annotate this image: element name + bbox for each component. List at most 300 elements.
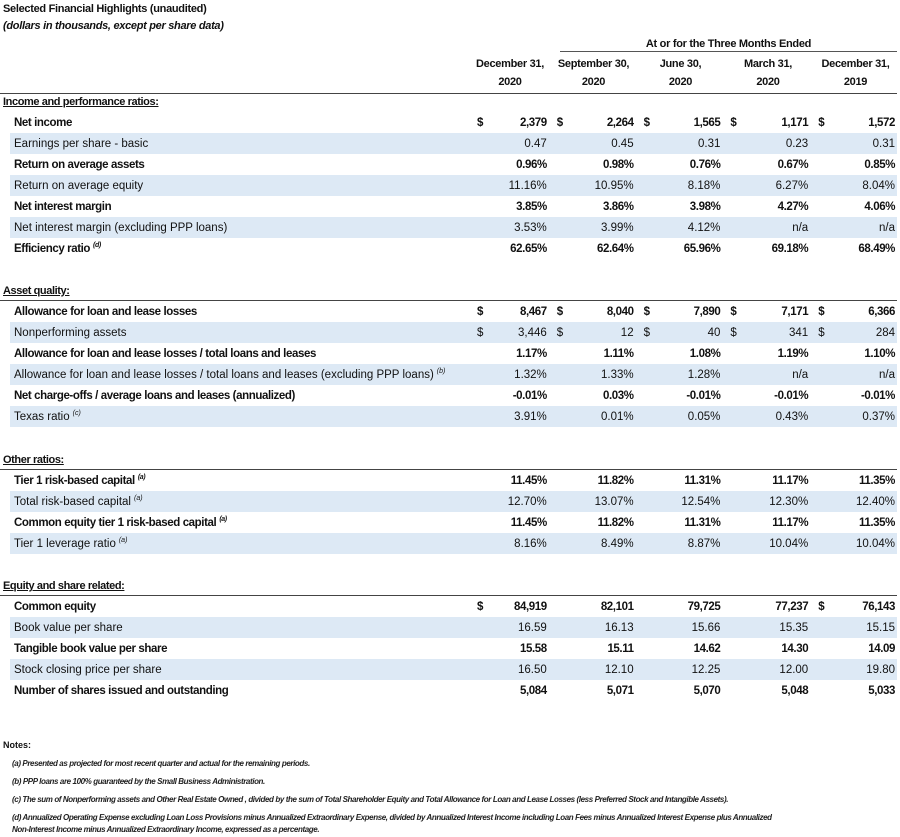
- cell-value: 11.31%: [684, 516, 721, 529]
- row-label: [10, 390, 469, 402]
- currency-symbol: $: [818, 116, 825, 129]
- section-title: Other ratios:: [3, 454, 64, 466]
- value-cell: [469, 638, 549, 659]
- value-cell: [810, 343, 897, 364]
- cell-value: 69.18%: [771, 242, 809, 255]
- cell-value: 14.30: [781, 642, 809, 655]
- row-label: [10, 117, 469, 129]
- currency-symbol: $: [643, 326, 650, 339]
- value-cell: [469, 659, 549, 680]
- cell-value: 1.19%: [777, 347, 809, 360]
- value-cell: [549, 238, 636, 259]
- footnote: (b) PPP loans are 100% guaranteed by the Small Business Administration.: [12, 777, 265, 786]
- value-cell: [549, 364, 636, 385]
- footnote-marker: (a): [133, 495, 143, 503]
- value-cell: [549, 154, 636, 175]
- table-row: [10, 385, 897, 406]
- table-row: [10, 217, 897, 238]
- cell-value: -0.01%: [686, 389, 721, 402]
- table-row: [10, 512, 897, 533]
- cell-value: 8.04%: [862, 179, 896, 192]
- value-cell: [810, 659, 897, 680]
- row-label-text: Net interest margin (excluding PPP loans): [14, 221, 228, 234]
- cell-value: 3.99%: [600, 221, 634, 234]
- value-cell: [722, 154, 810, 175]
- currency-symbol: $: [556, 305, 563, 318]
- value-cell: [810, 364, 897, 385]
- footnote-marker: (b): [436, 368, 446, 376]
- value-cell: [810, 322, 897, 343]
- cell-value: 1.10%: [864, 347, 896, 360]
- cell-value: -0.01%: [860, 389, 896, 402]
- cell-value: 12.25: [691, 663, 721, 676]
- value-cell: [810, 680, 897, 701]
- value-cell: [469, 217, 549, 238]
- cell-value: 0.96%: [516, 158, 547, 171]
- cell-value: 11.16%: [508, 179, 547, 192]
- cell-value: 5,048: [781, 684, 809, 697]
- cell-value: 15.58: [520, 642, 547, 655]
- value-cell: [549, 196, 636, 217]
- table-row: [10, 533, 897, 554]
- column-header-line2: 2019: [843, 76, 868, 88]
- value-cell: [549, 470, 636, 491]
- value-cell: [469, 175, 549, 196]
- cell-value: 5,070: [693, 684, 721, 697]
- cell-value: 0.67%: [777, 158, 809, 171]
- column-header: [724, 55, 812, 91]
- value-cell: [810, 154, 897, 175]
- row-label: [10, 601, 469, 613]
- footnote-marker: (a): [219, 516, 227, 524]
- value-cell: [722, 343, 810, 364]
- cell-value: 8.87%: [687, 537, 721, 550]
- currency-symbol: $: [476, 326, 484, 339]
- table-row: [10, 322, 897, 343]
- value-cell: [636, 596, 723, 617]
- cell-value: 11.31%: [684, 474, 721, 487]
- currency-symbol: $: [476, 116, 483, 129]
- row-label: [10, 222, 469, 234]
- value-cell: [469, 406, 549, 427]
- cell-value: 11.45%: [510, 516, 547, 529]
- value-cell: [469, 238, 549, 259]
- cell-value: 11.82%: [597, 516, 634, 529]
- cell-value: 8,467: [520, 305, 547, 318]
- value-cell: [636, 533, 723, 554]
- column-header-line2: 2020: [668, 76, 693, 88]
- row-label: [10, 474, 469, 487]
- value-cell: [636, 133, 723, 154]
- value-cell: [722, 385, 810, 406]
- value-cell: [722, 638, 810, 659]
- cell-value: 1,565: [693, 116, 721, 129]
- column-header-line1: December 31,: [821, 58, 890, 70]
- value-cell: [549, 491, 636, 512]
- footnote-marker: (d): [93, 242, 101, 250]
- value-cell: [636, 638, 723, 659]
- footnote-marker: (a): [137, 474, 146, 482]
- row-label-text: Tangible book value per share: [14, 642, 168, 655]
- table-row: [10, 470, 897, 491]
- value-cell: [469, 596, 549, 617]
- footnote-marker: (a): [118, 537, 128, 545]
- value-cell: [810, 533, 897, 554]
- cell-value: 77,237: [775, 600, 809, 613]
- footnote-marker: (c): [72, 410, 81, 418]
- value-cell: [722, 512, 810, 533]
- value-cell: [469, 512, 549, 533]
- value-cell: [810, 175, 897, 196]
- value-cell: [549, 659, 636, 680]
- row-label: [10, 138, 469, 150]
- row-label-text: Allowance for loan and lease losses / total loans and leases (excluding PPP loans): [14, 368, 434, 381]
- cell-value: 2,264: [606, 116, 634, 129]
- cell-value: 11.17%: [772, 516, 809, 529]
- cell-value: 5,033: [868, 684, 896, 697]
- cell-value: 1.08%: [689, 347, 721, 360]
- cell-value: 12.54%: [681, 495, 721, 508]
- cell-value: 1,171: [781, 116, 809, 129]
- value-cell: [722, 175, 810, 196]
- value-cell: [810, 617, 897, 638]
- value-cell: [722, 322, 810, 343]
- period-header: At or for the Three Months Ended: [560, 38, 897, 52]
- value-cell: [469, 491, 549, 512]
- column-header: [637, 55, 724, 91]
- row-label-text: Efficiency ratio: [14, 242, 91, 255]
- row-label: [10, 159, 469, 171]
- cell-value: 5,084: [520, 684, 547, 697]
- currency-symbol: $: [818, 305, 825, 318]
- cell-value: 6,366: [868, 305, 896, 318]
- cell-value: 0.23: [785, 137, 809, 150]
- row-label-text: Total risk-based capital: [14, 495, 131, 508]
- value-cell: [810, 638, 897, 659]
- value-cell: [469, 322, 549, 343]
- value-cell: [549, 406, 636, 427]
- cell-value: 4.12%: [687, 221, 721, 234]
- value-cell: [722, 406, 810, 427]
- value-cell: [469, 533, 549, 554]
- cell-value: 40: [707, 326, 721, 339]
- cell-value: 0.85%: [864, 158, 896, 171]
- value-cell: [810, 112, 897, 133]
- cell-value: 3.98%: [689, 200, 721, 213]
- cell-value: 68.49%: [858, 242, 896, 255]
- table-row: [10, 659, 897, 680]
- value-cell: [810, 217, 897, 238]
- value-cell: [810, 470, 897, 491]
- value-cell: [469, 470, 549, 491]
- column-header-line2: 2020: [581, 76, 606, 88]
- cell-value: 14.62: [693, 642, 721, 655]
- value-cell: [810, 301, 897, 322]
- cell-value: 8.49%: [600, 537, 634, 550]
- cell-value: 11.82%: [597, 474, 634, 487]
- row-label: [10, 664, 469, 676]
- value-cell: [469, 301, 549, 322]
- row-label-text: Common equity tier 1 risk-based capital: [14, 516, 217, 529]
- value-cell: [722, 470, 810, 491]
- row-label: [10, 306, 469, 318]
- cell-value: 0.37%: [862, 410, 896, 423]
- row-label-text: Tier 1 leverage ratio: [14, 537, 116, 550]
- table-row: [10, 175, 897, 196]
- section-title: Equity and share related:: [3, 580, 125, 592]
- cell-value: 16.59: [518, 621, 547, 634]
- value-cell: [636, 512, 723, 533]
- row-label-text: Nonperforming assets: [14, 326, 127, 339]
- cell-value: 0.47: [524, 137, 547, 150]
- cell-value: 0.45: [611, 137, 634, 150]
- table-row: [10, 238, 897, 259]
- row-label: [10, 180, 469, 192]
- value-cell: [722, 364, 810, 385]
- value-cell: [469, 364, 549, 385]
- table-row: [10, 680, 897, 701]
- row-label: [10, 410, 469, 423]
- row-label: [10, 643, 469, 655]
- value-cell: [722, 617, 810, 638]
- row-label-text: Return on average assets: [14, 158, 145, 171]
- value-cell: [810, 491, 897, 512]
- footnote: (a) Presented as projected for most recent quarter and actual for the remaining periods.: [12, 759, 310, 768]
- table-row: [10, 154, 897, 175]
- value-cell: [549, 112, 636, 133]
- cell-value: 0.05%: [687, 410, 721, 423]
- cell-value: 5,071: [606, 684, 634, 697]
- column-header-line2: 2020: [498, 76, 522, 88]
- row-label-text: Texas ratio: [14, 410, 70, 423]
- value-cell: [636, 196, 723, 217]
- row-label: [10, 327, 469, 339]
- section-title: Income and performance ratios:: [3, 96, 159, 108]
- value-cell: [469, 196, 549, 217]
- value-cell: [810, 406, 897, 427]
- value-cell: [636, 238, 723, 259]
- column-header-line1: March 31,: [743, 58, 793, 70]
- table-row: [10, 491, 897, 512]
- cell-value: 15.66: [691, 621, 721, 634]
- table-row: [10, 301, 897, 322]
- row-label-text: Number of shares issued and outstanding: [14, 684, 229, 697]
- cell-value: 12.70%: [507, 495, 547, 508]
- cell-value: 1.28%: [687, 368, 721, 381]
- value-cell: [722, 217, 810, 238]
- footnote: (d) Annualized Operating Expense excluding Loan Loss Provisions minus Annualized Extraordinary Expense, divided by Annualized Interest Income including Loan Fees minus Annualized Interest Expense plus Annualized: [12, 813, 772, 822]
- value-cell: [636, 680, 723, 701]
- row-label-text: Tier 1 risk-based capital: [14, 474, 135, 487]
- row-label: [10, 368, 469, 381]
- cell-value: 341: [789, 326, 809, 339]
- cell-value: 3.86%: [602, 200, 634, 213]
- cell-value: 0.43%: [775, 410, 809, 423]
- value-cell: [469, 112, 549, 133]
- currency-symbol: $: [730, 305, 737, 318]
- cell-value: n/a: [879, 368, 896, 381]
- cell-value: 4.27%: [777, 200, 809, 213]
- value-cell: [549, 217, 636, 238]
- value-cell: [549, 512, 636, 533]
- cell-value: 62.64%: [596, 242, 634, 255]
- cell-value: 0.01%: [600, 410, 634, 423]
- table-row: [10, 133, 897, 154]
- column-header: [550, 55, 637, 91]
- cell-value: n/a: [792, 221, 809, 234]
- value-cell: [549, 533, 636, 554]
- row-label-text: Net interest margin: [14, 200, 112, 213]
- value-cell: [636, 364, 723, 385]
- cell-value: 62.65%: [510, 242, 547, 255]
- currency-symbol: $: [818, 600, 825, 613]
- cell-value: 15.11: [607, 642, 634, 655]
- value-cell: [810, 238, 897, 259]
- row-label-text: Allowance for loan and lease losses: [14, 305, 197, 318]
- column-header-line1: September 30,: [557, 58, 630, 70]
- row-label: [10, 242, 469, 255]
- row-label-text: Book value per share: [14, 621, 123, 634]
- cell-value: 3.85%: [516, 200, 547, 213]
- section-title: Asset quality:: [3, 285, 70, 297]
- cell-value: 79,725: [687, 600, 721, 613]
- cell-value: 84,919: [514, 600, 547, 613]
- value-cell: [469, 343, 549, 364]
- value-cell: [549, 322, 636, 343]
- row-label-text: Stock closing price per share: [14, 663, 162, 676]
- cell-value: 2,379: [520, 116, 547, 129]
- cell-value: 3.53%: [514, 221, 547, 234]
- value-cell: [469, 133, 549, 154]
- value-cell: [810, 512, 897, 533]
- cell-value: 82,101: [600, 600, 634, 613]
- cell-value: 8.16%: [514, 537, 547, 550]
- cell-value: n/a: [879, 221, 896, 234]
- column-header-line2: 2020: [756, 76, 780, 88]
- value-cell: [722, 112, 810, 133]
- value-cell: [722, 491, 810, 512]
- cell-value: 11.35%: [859, 474, 896, 487]
- value-cell: [549, 175, 636, 196]
- row-label-text: Return on average equity: [14, 179, 144, 192]
- table-row: [10, 638, 897, 659]
- value-cell: [469, 385, 549, 406]
- currency-symbol: $: [730, 116, 737, 129]
- cell-value: 0.03%: [602, 389, 634, 402]
- value-cell: [636, 343, 723, 364]
- cell-value: -0.01%: [512, 389, 547, 402]
- value-cell: [636, 301, 723, 322]
- row-label-text: Earnings per share - basic: [14, 137, 149, 150]
- cell-value: 12: [620, 326, 634, 339]
- table-row: [10, 617, 897, 638]
- table-row: [10, 112, 897, 133]
- cell-value: 0.31: [698, 137, 721, 150]
- value-cell: [469, 154, 549, 175]
- cell-value: 3.91%: [514, 410, 547, 423]
- value-cell: [549, 617, 636, 638]
- cell-value: 12.30%: [769, 495, 809, 508]
- value-cell: [636, 406, 723, 427]
- column-header-line1: June 30,: [659, 58, 702, 70]
- value-cell: [636, 112, 723, 133]
- value-cell: [810, 133, 897, 154]
- value-cell: [722, 680, 810, 701]
- value-cell: [549, 596, 636, 617]
- cell-value: 12.00: [779, 663, 809, 676]
- value-cell: [722, 659, 810, 680]
- value-cell: [636, 470, 723, 491]
- cell-value: 4.06%: [864, 200, 896, 213]
- cell-value: 1,572: [868, 116, 896, 129]
- cell-value: 1.32%: [514, 368, 547, 381]
- cell-value: 11.35%: [859, 516, 896, 529]
- value-cell: [722, 533, 810, 554]
- cell-value: 19.80: [866, 663, 896, 676]
- column-header: [812, 55, 899, 91]
- value-cell: [722, 196, 810, 217]
- currency-symbol: $: [643, 116, 650, 129]
- value-cell: [722, 133, 810, 154]
- cell-value: 10.04%: [856, 537, 896, 550]
- cell-value: 15.15: [866, 621, 896, 634]
- cell-value: 8,040: [606, 305, 634, 318]
- row-label: [10, 201, 469, 213]
- currency-symbol: $: [476, 600, 483, 613]
- cell-value: 12.40%: [856, 495, 896, 508]
- value-cell: [810, 596, 897, 617]
- header-rule: [0, 93, 897, 94]
- value-cell: [549, 343, 636, 364]
- cell-value: 6.27%: [775, 179, 809, 192]
- row-label-text: Allowance for loan and lease losses / total loans and leases: [14, 347, 316, 360]
- row-label: [10, 685, 469, 697]
- currency-symbol: $: [556, 326, 564, 339]
- cell-value: 0.31: [872, 137, 896, 150]
- cell-value: 12.10: [604, 663, 634, 676]
- cell-value: 16.13: [604, 621, 634, 634]
- cell-value: 11.17%: [772, 474, 809, 487]
- currency-symbol: $: [556, 116, 563, 129]
- table-row: [10, 406, 897, 427]
- value-cell: [810, 196, 897, 217]
- cell-value: n/a: [792, 368, 809, 381]
- cell-value: 1.17%: [516, 347, 547, 360]
- cell-value: 3,446: [518, 326, 547, 339]
- value-cell: [469, 680, 549, 701]
- report-subtitle: (dollars in thousands, except per share data): [3, 20, 224, 32]
- cell-value: 10.04%: [769, 537, 809, 550]
- value-cell: [636, 491, 723, 512]
- cell-value: 7,890: [693, 305, 721, 318]
- cell-value: 1.33%: [600, 368, 634, 381]
- cell-value: 15.35: [779, 621, 809, 634]
- currency-symbol: $: [730, 326, 737, 339]
- value-cell: [549, 680, 636, 701]
- cell-value: 7,171: [781, 305, 809, 318]
- cell-value: 284: [875, 326, 896, 339]
- cell-value: 10.95%: [594, 179, 634, 192]
- value-cell: [636, 322, 723, 343]
- currency-symbol: $: [476, 305, 483, 318]
- row-label-text: Net income: [14, 116, 72, 129]
- value-cell: [636, 659, 723, 680]
- footnote: Non-Interest Income minus Annualized Extraordinary Income, expressed as a percentage.: [12, 825, 320, 834]
- value-cell: [636, 617, 723, 638]
- table-row: [10, 596, 897, 617]
- value-cell: [549, 385, 636, 406]
- cell-value: 65.96%: [683, 242, 721, 255]
